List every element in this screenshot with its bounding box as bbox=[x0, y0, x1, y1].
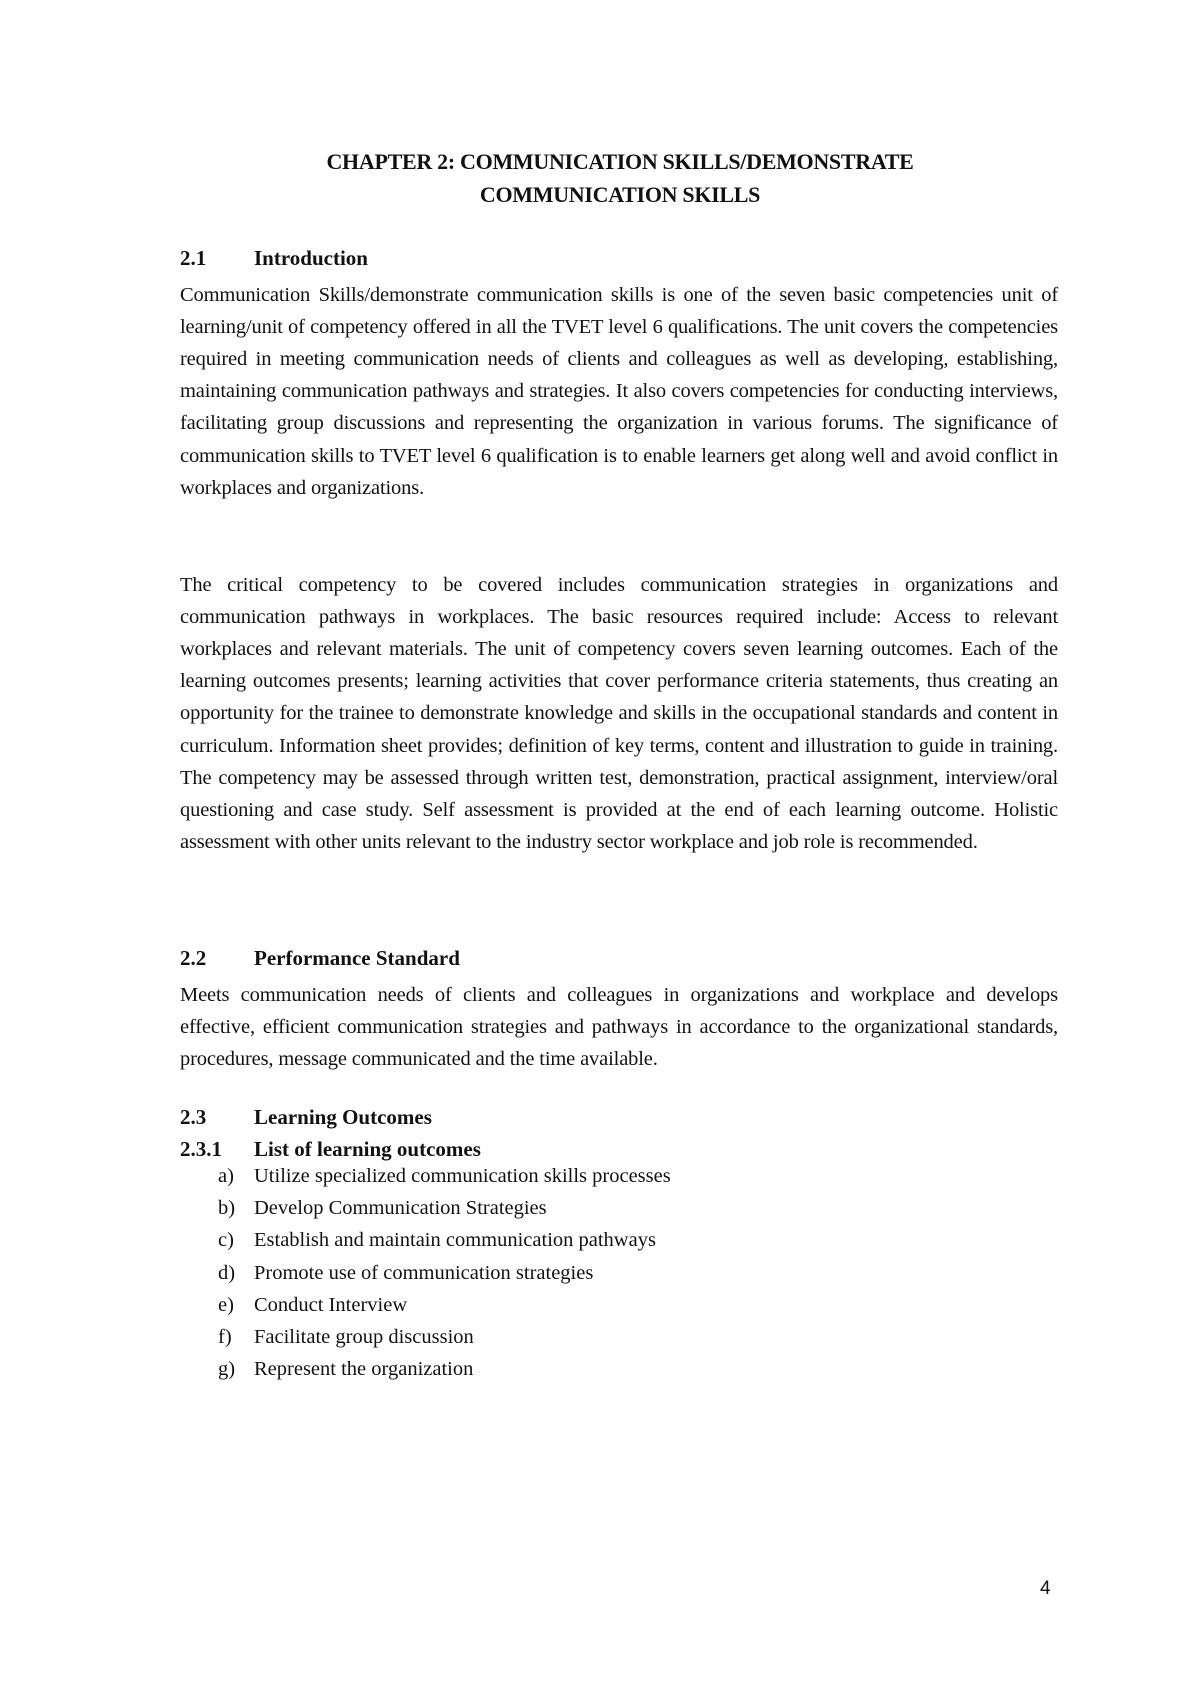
chapter-title bbox=[180, 145, 1060, 211]
list-item-letter: f) bbox=[218, 1326, 232, 1349]
section-heading-introduction bbox=[180, 244, 368, 272]
list-item-text: Utilize specialized communication skills processes bbox=[254, 1165, 671, 1187]
list-item bbox=[218, 1192, 671, 1224]
list-item-text: Establish and maintain communication pathways bbox=[254, 1229, 656, 1252]
list-item-letter: b) bbox=[218, 1197, 236, 1220]
list-item-letter: a) bbox=[218, 1165, 234, 1187]
list-item-text: Conduct Interview bbox=[254, 1293, 408, 1316]
list-item-letter: e) bbox=[218, 1293, 234, 1316]
list-item bbox=[218, 1257, 671, 1289]
list-item-text: Facilitate group discussion bbox=[254, 1326, 474, 1349]
section-title: Learning Outcomes bbox=[254, 1105, 432, 1129]
section-heading-learning-outcomes bbox=[180, 1103, 432, 1131]
list-item bbox=[218, 1224, 671, 1256]
list-item-text: Promote use of communication strategies bbox=[254, 1261, 594, 1284]
performance-standard-paragraph: Meets communication needs of clients and colleagues in organizations and workplace and develops effective, efficient communication strategies and pathways in accordance to the organizational standards, procedures, message communicated and the time available. bbox=[180, 983, 1058, 1070]
subsection-heading-list-of-outcomes bbox=[180, 1135, 481, 1163]
list-item-text: Develop Communication Strategies bbox=[254, 1197, 547, 1220]
learning-outcomes-list bbox=[218, 1160, 671, 1385]
page-number: 4 bbox=[1040, 1578, 1051, 1599]
list-item bbox=[218, 1160, 671, 1192]
section-number: 2.3 bbox=[180, 1105, 207, 1129]
list-item bbox=[218, 1353, 671, 1385]
section-title: Introduction bbox=[254, 246, 368, 270]
introduction-paragraph-2: The critical competency to be covered includes communication strategies in organizations and communication pathways in workplaces. The basic resources required include: Access to relevant workplaces and relevant materials. The unit of competency covers seven learning outcomes. Each of the learning outcomes presents; learning activities that cover performance criteria statements, thus creating an opportunity for the trainee to demonstrate knowledge and skills in the occupational standards and content in curriculum. Information sheet provides; definition of key terms, content and illustration to guide in training. The competency may be assessed through written test, demonstration, practical assignment, interview/oral questioning and case study. Self assessment is provided at the end of each learning outcome. Holistic assessment with other units relevant to the industry sector workplace and job role is recommended. bbox=[180, 573, 1058, 854]
subsection-title: List of learning outcomes bbox=[254, 1137, 481, 1161]
chapter-title-line-2: COMMUNICATION SKILLS bbox=[479, 182, 761, 207]
list-item-text: Represent the organization bbox=[254, 1358, 474, 1381]
list-item bbox=[218, 1289, 671, 1321]
subsection-number: 2.3.1 bbox=[180, 1137, 222, 1161]
chapter-title-line-1: CHAPTER 2: COMMUNICATION SKILLS/DEMONSTRATE bbox=[326, 149, 914, 174]
section-heading-performance-standard bbox=[180, 944, 460, 972]
section-number: 2.1 bbox=[180, 246, 207, 270]
list-item bbox=[218, 1321, 671, 1353]
list-item-letter: d) bbox=[218, 1261, 236, 1284]
introduction-paragraph-1: Communication Skills/demonstrate communication skills is one of the seven basic competencies unit of learning/unit of competency offered in all the TVET level 6 qualifications. The unit covers the competencies required in meeting communication needs of clients and colleagues as well as developing, establishing, maintaining communication pathways and strategies. It also covers competencies for conducting interviews, facilitating group discussions and representing the organization in various forums. The significance of communication skills to TVET level 6 qualification is to enable learners get along well and avoid conflict in workplaces and organizations. bbox=[180, 283, 1058, 499]
list-item-letter: g) bbox=[218, 1358, 236, 1381]
section-number: 2.2 bbox=[180, 946, 207, 970]
list-item-letter: c) bbox=[218, 1229, 234, 1252]
section-title: Performance Standard bbox=[254, 946, 460, 970]
